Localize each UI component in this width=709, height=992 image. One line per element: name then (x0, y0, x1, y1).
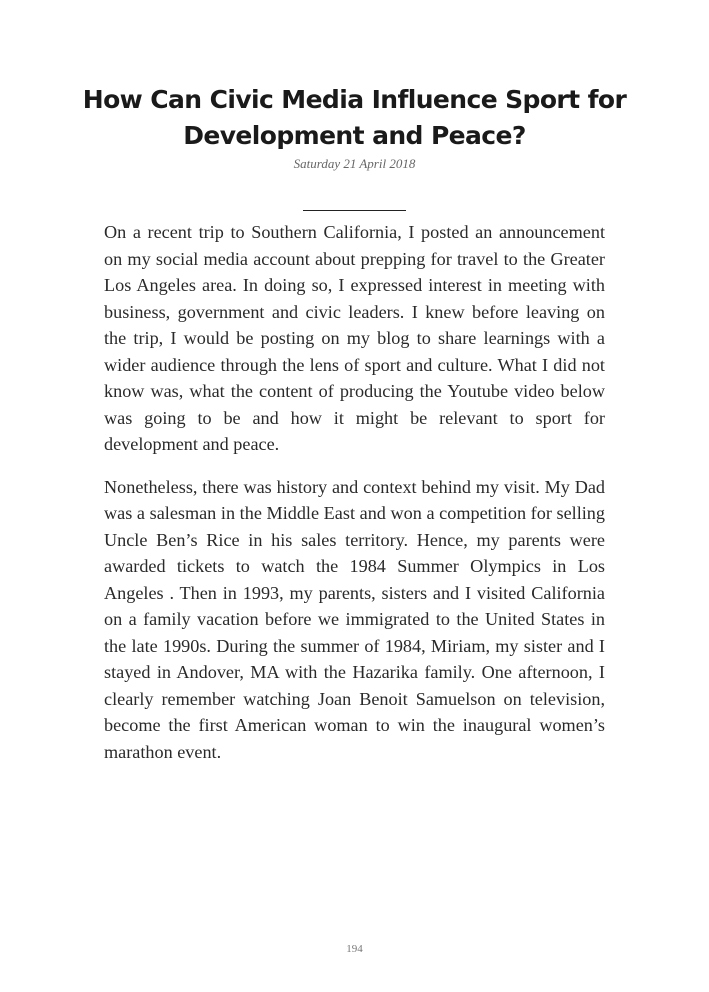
body-paragraph: On a recent trip to Southern California, I posted an announcement on my social media account about prepping for travel to the Greater Los Angeles area. In doing so, I expressed interest in meeting with business, government and civic leaders. I knew before leaving on the trip, I would be posting on my blog to share learnings with a wider audience through the lens of sport and culture. What I did not know was, what the content of producing the Youtube video below was going to be and how it might be relevant to sport for development and peace. (104, 222, 605, 454)
title-divider (303, 210, 406, 211)
article-date: Saturday 21 April 2018 (293, 156, 416, 171)
body-paragraph: Nonetheless, there was history and context behind my visit. My Dad was a salesman in the Middle East and won a competition for selling Uncle Ben’s Rice in his sales territory. Hence, my parents were awarded tickets to watch the 1984 Summer Olympics in Los Angeles . Then in 1993, my parents, sisters and I visited California on a family vacation before we immigrated to the United States in the late 1990s. During the summer of 1984, Miriam, my sister and I stayed in Andover, MA with the Hazarika family. One afternoon, I clearly remember watching Joan Benoit Samuelson on television, become the first American woman to win the inaugural women’s marathon event. (104, 476, 605, 762)
article-body (104, 219, 605, 781)
page-number: 194 (346, 943, 363, 955)
article-title: How Can Civic Media Influence Sport for Development and Peace? (82, 85, 627, 150)
